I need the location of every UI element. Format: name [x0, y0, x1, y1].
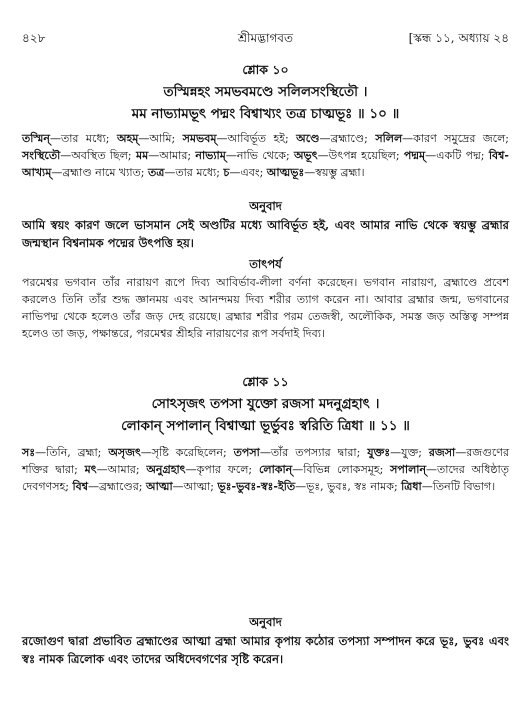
synonym-word: তস্মিন্	[22, 132, 50, 145]
synonym-meaning: —সৃষ্টি করেছিলেন;	[140, 446, 234, 459]
synonym-word: যুক্তঃ	[367, 446, 391, 459]
synonym-meaning: —কৃপার ফলে;	[185, 463, 259, 476]
synonym-word: অহম্	[116, 132, 139, 145]
verse-11-synonyms	[22, 444, 509, 495]
chapter-location: [স্কন্ধ ১১, অধ্যায় ২৪	[408, 31, 509, 45]
synonym-meaning: —যুক্ত;	[390, 446, 429, 459]
synonym-meaning: —ব্রহ্মাণ্ডে;	[319, 132, 376, 145]
verse-11-line-1: সোঽসৃজৎ তপসা যুক্তো রজসা মদনুগ্রহাৎ ।	[151, 396, 380, 412]
synonym-word: সংস্থিতৌ	[22, 149, 61, 162]
synonym-word: সপালান্	[390, 463, 427, 476]
synonym-word: মৎ	[84, 463, 97, 476]
verse-10-heading: শ্লোক ১০	[242, 62, 289, 77]
verse-11-heading: শ্লোক ১১	[242, 374, 289, 389]
synonym-meaning: —তাঁর তপস্যার দ্বারা;	[259, 446, 368, 459]
verse-10-line-1: তস্মিন্নহং সমভবমণ্ডে সলিলসংস্থিতৌ ।	[163, 84, 368, 100]
synonym-meaning: —তাদের অধিষ্ঠাতৃ দেবগণসহ;	[22, 463, 509, 493]
synonym-word: নাভ্যাম্	[195, 149, 226, 162]
verse-11-translation-heading: অনুবাদ	[249, 615, 282, 629]
synonym-word: লোকান্	[258, 463, 293, 476]
synonym-word: মম	[135, 149, 149, 162]
synonym-meaning: —একটি পদ্ম;	[425, 149, 489, 162]
synonym-meaning: —বিভিন্ন লোকসমূহ;	[292, 463, 391, 476]
verse-10-translation: আমি স্বয়ং কারণ জলে ভাসমান সেই অণ্ডটির মধ্যে আবির্ভূত হই, এবং আমার নাভি থেকে স্বয়ম্ভু ব্রহ্মার জন্মস্থান বিশ্বনামক পদ্মের উৎপত্তি হয়।	[22, 218, 509, 250]
synonym-meaning: —তিনি, ব্রহ্মা;	[35, 446, 109, 459]
verse-11-line-2: লোকান্ সপালান্ বিশ্বাত্মা ভূর্ভুবঃ স্বরিতি ত্রিধা ॥ ১১ ॥	[121, 418, 410, 434]
synonym-word: রজসা	[428, 446, 456, 459]
synonym-word: অসৃজৎ	[108, 446, 141, 459]
verse-10-purport: পরমেশ্বর ভগবান তাঁর নারায়ণ রূপে দিব্য আবির্ভাব-লীলা বর্ণনা করেছেন। ভগবান নারায়ণ, ব্রহ্মাণ্ডে প্রবেশ করলেও তিনি তাঁর শুদ্ধ জ্ঞানময় এবং আনন্দময় দিব্য শরীর ত্যাগ করেন না। আবার ব্রহ্মার জন্ম, ভগবানের নাভিপদ্ম থেকে হলেও তাঁর জড় দেহ রয়েছে। ব্রহ্মার শরীর পরম তেজস্বী, অলৌকিক, সমস্ত জড় অস্তিত্ব সম্পন্ন হলেও তা জড়, পক্ষান্তরে, পরমেশ্বর শ্রীহরি নারায়ণের রূপ সর্বদাই দিব্য।	[22, 276, 509, 340]
synonym-meaning: —আমি;	[138, 132, 183, 145]
synonym-meaning: —আমার;	[148, 149, 196, 162]
synonym-meaning: —অবস্থিত ছিল;	[60, 149, 136, 162]
book-title: শ্রীমদ্ভাগবত	[237, 31, 293, 45]
synonym-word: সলিল	[375, 132, 403, 145]
synonym-word: তপসা	[233, 446, 260, 459]
verse-10-synonyms	[22, 130, 509, 181]
synonym-word: সমভবম্	[182, 132, 217, 145]
synonym-word: অভূৎ	[294, 149, 318, 162]
verse-11-translation: রজোগুণ দ্বারা প্রভাবিত ব্রহ্মাণ্ডের আত্মা ব্রহ্মা আমার কৃপায় কঠোর তপস্যা সম্পাদন করে ভূঃ, ভুবঃ এবং স্বঃ নামক ত্রিলোক এবং তাদের অধিদেবগণের সৃষ্টি করেন।	[22, 634, 509, 666]
synonym-meaning: —রজগুণের শক্তির দ্বারা;	[22, 446, 509, 476]
synonym-word: বিশ্ব	[72, 480, 89, 493]
synonym-list	[22, 132, 509, 179]
synonym-meaning: —ব্রহ্মাণ্ডের;	[88, 480, 147, 493]
synonym-meaning: —আবির্ভূত হই;	[216, 132, 297, 145]
synonym-list	[22, 446, 509, 493]
synonym-word: অণ্ডে	[296, 132, 320, 145]
synonym-meaning: —তিনটি বিভাগ।	[421, 480, 496, 493]
synonym-word: তত্র	[147, 166, 165, 179]
synonym-word: চ	[223, 166, 230, 179]
verse-10-line-2: মম নাভ্যামভূৎ পদ্মং বিশ্বাখ্যং তত্র চাত্মভূঃ ॥ ১০ ॥	[131, 106, 400, 122]
synonym-word: আত্মা	[146, 480, 173, 493]
synonym-meaning: —আত্মা;	[172, 480, 218, 493]
synonym-meaning: —কারণ সমুদ্রের জলে;	[402, 132, 510, 145]
synonym-meaning: —ব্রহ্মাণ্ড নামে খ্যাত;	[51, 166, 148, 179]
verse-10-translation-heading: অনুবাদ	[249, 199, 282, 213]
verse-10-purport-heading: তাৎপর্য	[249, 257, 282, 271]
page-header	[22, 30, 509, 48]
synonym-word: সঃ	[22, 446, 36, 459]
synonym-meaning: —এবং;	[229, 166, 267, 179]
synonym-word: ত্রিধা	[401, 480, 422, 493]
synonym-meaning: —তার মধ্যে;	[49, 132, 117, 145]
synonym-meaning: —ভূঃ, ভুবঃ, স্বঃ নামক;	[295, 480, 402, 493]
synonym-meaning: —আমার;	[96, 463, 147, 476]
synonym-word: ভূঃ-ভুবঃ-স্বঃ-ইতি	[217, 480, 296, 493]
synonym-meaning: —তার মধ্যে;	[164, 166, 224, 179]
synonym-word: আত্মভূঃ	[266, 166, 305, 179]
synonym-word: পদ্মম্	[403, 149, 426, 162]
synonym-meaning: —নাভি থেকে;	[225, 149, 295, 162]
page-number: ৪২৮	[22, 31, 46, 45]
synonym-word: বিশ্ব-আখ্যম্	[22, 149, 509, 179]
synonym-word: অনুগ্রহাৎ	[146, 463, 186, 476]
synonym-meaning: —উৎপন্ন হয়েছিল;	[317, 149, 404, 162]
synonym-meaning: —স্বয়ম্ভু ব্রহ্মা।	[304, 166, 365, 179]
